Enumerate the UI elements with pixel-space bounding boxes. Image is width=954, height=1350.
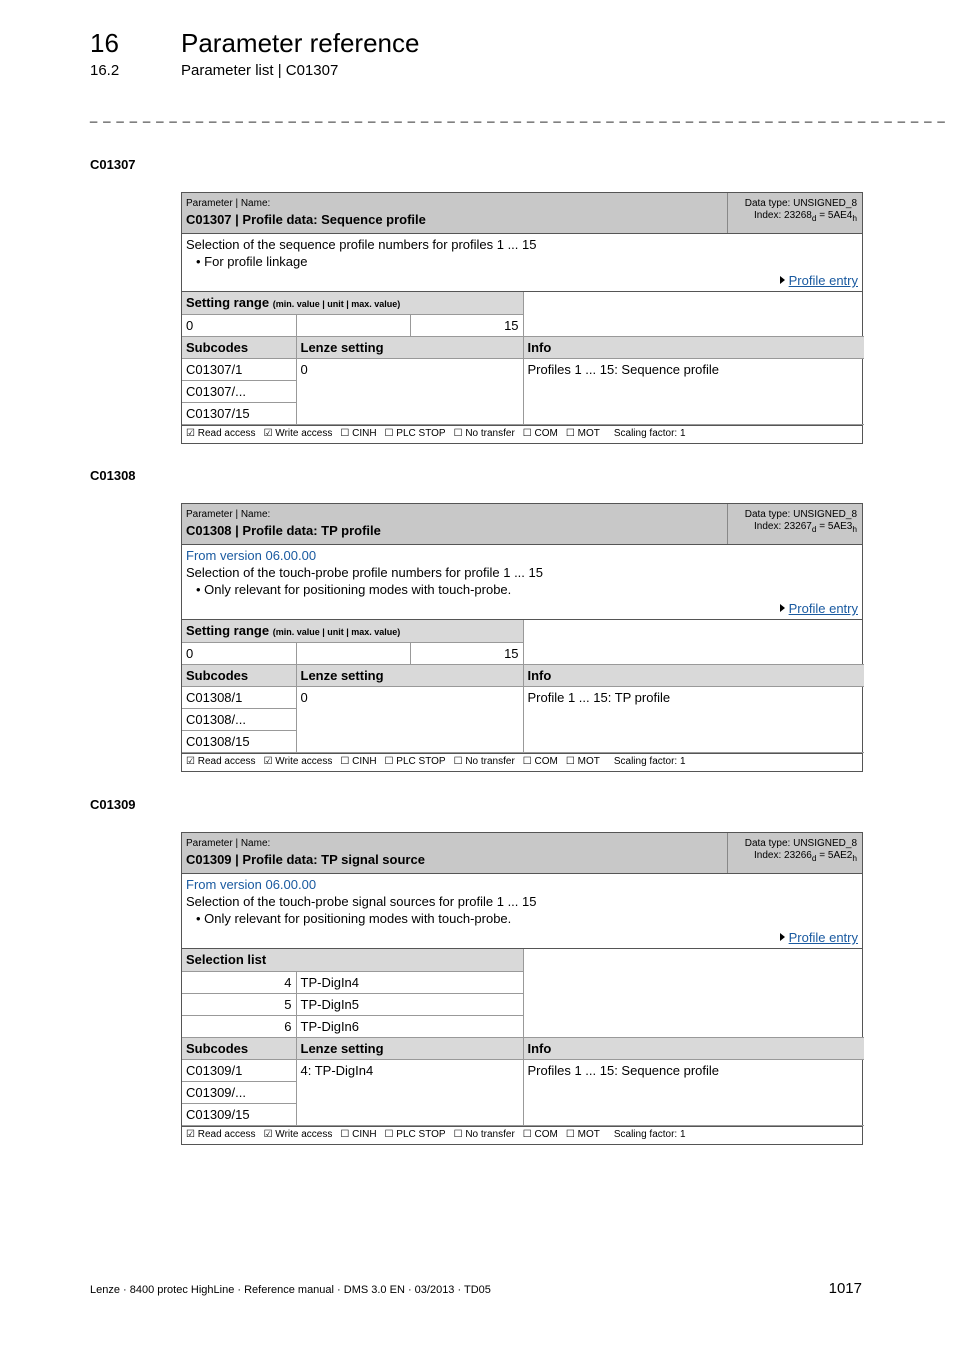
info-header: Info [523,1038,864,1060]
range-unit [296,642,410,664]
page-number: 1017 [828,1280,862,1297]
info-value: Profiles 1 ... 15: Sequence profile [523,1060,864,1126]
param-header [182,504,862,545]
range-unit [296,314,410,336]
chapter-number: 16 [90,28,119,58]
range-min: 0 [182,314,296,336]
info-header: Info [523,665,864,687]
selection-label: TP-DigIn5 [296,993,523,1015]
param-heading: C01308 [90,468,136,483]
data-type: Data type: UNSIGNED_8 [744,198,857,209]
range-empty [523,620,864,664]
subcodes-header: Subcodes [182,665,296,687]
access-footer: ☑ Read access ☑ Write access ☐ CINH ☐ PLC STOP ☐ No transfer ☐ COM ☐ MOT Scaling factor: 1 [182,753,862,771]
subcode-table [182,337,864,426]
selection-value: 6 [182,1015,296,1037]
param-description [182,234,862,292]
version-note: From version 06.00.00 [186,548,317,563]
lenze-setting-header: Lenze setting [296,1038,523,1060]
selection-list-header: Selection list [182,949,523,971]
subcode-cell: C01309/... [182,1082,296,1104]
lenze-setting-header: Lenze setting [296,665,523,687]
subcode-cell: C01307/15 [182,403,296,425]
param-name: C01309 | Profile data: TP signal source [186,852,425,867]
selection-table [182,949,864,1038]
profile-entry-link[interactable]: Profile entry [780,272,858,289]
version-note: From version 06.00.00 [186,877,317,892]
param-table-c01309 [181,832,863,1145]
data-type: Data type: UNSIGNED_8 [744,838,857,849]
param-label: Parameter | Name: [186,838,271,849]
triangle-right-icon [780,933,785,941]
lenze-setting-header: Lenze setting [296,337,523,359]
selection-label: TP-DigIn4 [296,971,523,993]
lenze-value: 0 [296,359,523,425]
subcode-cell: C01308/... [182,709,296,731]
desc-text: Selection of the sequence profile numbers for profiles 1 ... 15 [186,237,537,252]
subcode-cell: C01309/1 [182,1060,296,1082]
subcode-cell: C01308/1 [182,687,296,709]
profile-entry-link[interactable]: Profile entry [780,929,858,946]
access-footer: ☑ Read access ☑ Write access ☐ CINH ☐ PLC STOP ☐ No transfer ☐ COM ☐ MOT Scaling factor: 1 [182,425,862,443]
subcode-cell: C01307/... [182,381,296,403]
section-number: 16.2 [90,62,120,79]
param-heading: C01307 [90,157,136,172]
selection-label: TP-DigIn6 [296,1015,523,1037]
param-description [182,874,862,949]
index: Index: $23267_d = 5AE3_h$ [754,521,857,534]
lenze-value: 0 [296,687,523,753]
info-header: Info [523,337,864,359]
desc-bullet: • For profile linkage [196,254,308,269]
triangle-right-icon [780,276,785,284]
range-table [182,292,864,337]
data-type-box [727,833,862,873]
param-heading: C01309 [90,797,136,812]
triangle-right-icon [780,604,785,612]
param-description [182,545,862,620]
param-header [182,833,862,874]
subcodes-header: Subcodes [182,337,296,359]
lenze-value: 4: TP-DigIn4 [296,1060,523,1126]
subcode-cell: C01307/1 [182,359,296,381]
separator-line: _ _ _ _ _ _ _ _ _ _ _ _ _ _ _ _ _ _ _ _ _ _ _ _ _ _ _ _ _ _ _ _ _ _ _ _ _ _ _ _ _ _ _ _ _ _ _ _ _ _ _ _ _ _ _ _ _ _ _ _ _ _ _ _ _ [90,108,946,123]
info-value: Profiles 1 ... 15: Sequence profile [523,359,864,425]
subcodes-header: Subcodes [182,1038,296,1060]
param-table-c01307 [181,192,863,444]
page-footer-text: Lenze · 8400 protec HighLine · Reference manual · DMS 3.0 EN · 03/2013 · TD05 [90,1284,491,1296]
range-empty [523,292,864,336]
param-header [182,193,862,234]
info-value: Profile 1 ... 15: TP profile [523,687,864,753]
index: Index: $23268_d = 5AE4_h$ [754,210,857,223]
setting-range-header: Setting range (min. value | unit | max. value) [182,292,523,314]
data-type-box [727,193,862,233]
data-type-box [727,504,862,544]
subcode-cell: C01309/15 [182,1104,296,1126]
range-table [182,620,864,665]
desc-text: Selection of the touch-probe profile numbers for profile 1 ... 15 [186,565,543,580]
subcode-table [182,665,864,754]
selection-value: 5 [182,993,296,1015]
range-max: 15 [410,314,523,336]
chapter-title: Parameter reference [181,28,420,58]
param-label: Parameter | Name: [186,198,271,209]
access-footer: ☑ Read access ☑ Write access ☐ CINH ☐ PLC STOP ☐ No transfer ☐ COM ☐ MOT Scaling factor: 1 [182,1126,862,1144]
param-name: C01307 | Profile data: Sequence profile [186,212,426,227]
param-table-c01308 [181,503,863,772]
selection-empty [523,949,864,1037]
desc-bullet: • Only relevant for positioning modes with touch-probe. [196,911,512,926]
param-name: C01308 | Profile data: TP profile [186,523,381,538]
setting-range-header: Setting range (min. value | unit | max. value) [182,620,523,642]
desc-text: Selection of the touch-probe signal sources for profile 1 ... 15 [186,894,537,909]
section-title: Parameter list | C01307 [181,62,339,79]
data-type: Data type: UNSIGNED_8 [744,509,857,520]
index: Index: $23266_d = 5AE2_h$ [754,850,857,863]
range-min: 0 [182,642,296,664]
param-label: Parameter | Name: [186,509,271,520]
desc-bullet: • Only relevant for positioning modes with touch-probe. [196,582,512,597]
subcode-table [182,1038,864,1127]
subcode-cell: C01308/15 [182,731,296,753]
range-max: 15 [410,642,523,664]
selection-value: 4 [182,971,296,993]
profile-entry-link[interactable]: Profile entry [780,600,858,617]
